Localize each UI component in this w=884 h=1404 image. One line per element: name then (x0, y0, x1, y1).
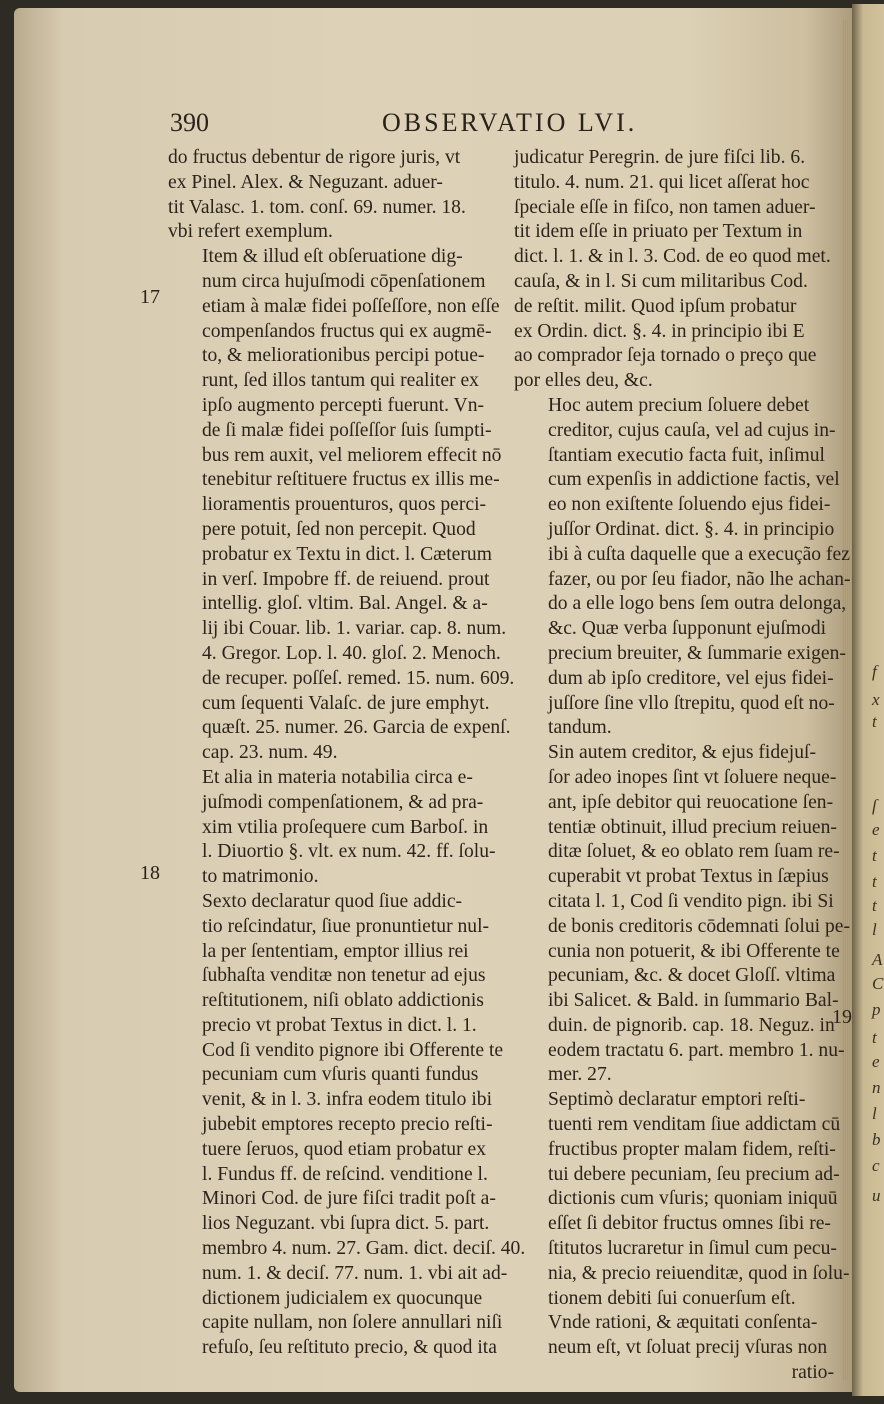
next-page-fragment: A (872, 950, 883, 969)
text-line: tenebitur reſtituere fructus ex illis me- (202, 469, 500, 491)
text-line: num circa hujuſmodi cōpenſationem (202, 270, 486, 292)
text-line: ſpeciale eſſe in fiſco, non tamen aduer- (514, 196, 816, 218)
text-line: ditæ ſoluet, & eo oblato rem ſuam re- (548, 841, 840, 863)
text-line: to, & meliorationibus percipi potue- (202, 345, 485, 367)
page-number: 390 (170, 108, 209, 137)
text-line: ſor adeo inopes ſint vt ſoluere neque- (548, 766, 837, 788)
next-page-fragment: C (872, 974, 884, 993)
text-line: de ſi malæ fidei poſſeſſor ſuis ſumpti- (202, 419, 492, 441)
text-line: ſubhaſta venditæ non tenetur ad ejus (202, 965, 486, 987)
margin-number: 18 (140, 862, 160, 884)
text-line: venit, & in l. 3. infra eodem titulo ibi (202, 1089, 493, 1111)
text-line: Minori Cod. de jure fiſci tradit poſt a- (202, 1188, 496, 1210)
text-line: precio vt probat Textus in dict. l. 1. (202, 1014, 477, 1036)
next-page-fragment: l (872, 1104, 877, 1123)
text-line: ibi Salicet. & Bald. in ſummario Bal- (548, 990, 839, 1012)
next-page-fragment: u (872, 1186, 881, 1205)
text-line: juſſor Ordinat. dict. §. 4. in principio (548, 518, 835, 540)
next-page-fragment: ſ (872, 796, 877, 815)
text-line: refuſo, ſeu reſtituto precio, & quod ita (202, 1337, 497, 1359)
text-line: neum eſt, vt ſoluat precij vſuras non (548, 1337, 828, 1359)
text-line: fructibus propter malam fidem, reſti- (548, 1138, 836, 1160)
text-line: bus rem auxit, vel meliorem effecit nō (202, 444, 502, 466)
text-line: dict. l. 1. & in l. 3. Cod. de eo quod met. (514, 246, 831, 268)
text-line: la per ſententiam, emptor illius rei (202, 940, 469, 962)
text-line: tio reſcindatur, ſiue pronuntietur nul- (202, 915, 490, 937)
next-page-fragment: b (872, 1130, 881, 1149)
text-line: Vnde rationi, & æquitati conſenta- (548, 1312, 818, 1334)
text-line: de bonis creditoris cōdemnati ſolui pe- (548, 915, 850, 937)
text-line: runt, ſed illos tantum qui realiter ex (202, 370, 479, 392)
next-page-fragment: p (872, 1000, 881, 1019)
next-page-fragment: t (872, 846, 877, 865)
running-header (0, 108, 884, 148)
margin-number: 19 (832, 1006, 852, 1028)
text-line: reſtitutionem, niſi oblato addictionis (202, 990, 484, 1012)
text-line: por elles deu, &c. (514, 370, 653, 392)
text-line: eo non exiſtente ſoluendo ejus fidei- (548, 494, 831, 516)
text-line: tuenti rem venditam ſiue addictam cū (548, 1114, 841, 1136)
text-line: dum ab ipſo creditore, vel ejus fidei- (548, 667, 834, 689)
catchword: ratio- (791, 1362, 834, 1384)
text-line: Item & illud eſt obſeruatione dig- (202, 246, 463, 268)
text-line: tionem debiti ſui conuerſum eſt. (548, 1287, 796, 1309)
paragraph (514, 1311, 840, 1361)
left-text-column (168, 146, 526, 1361)
text-line: juſmodi compenſationem, & ad pra- (202, 791, 484, 813)
text-line: ſtantiam executio facta fuit, inſimul (548, 444, 825, 466)
paragraph (514, 1088, 850, 1311)
text-line: Hoc autem precium ſoluere debet (548, 394, 810, 416)
text-line: pecuniam cum vſuris quanti fundus (202, 1064, 479, 1086)
text-line: &c. Quæ verba ſupponunt ejuſmodi (548, 618, 827, 640)
next-page-fragment: t (872, 872, 877, 891)
text-line: Septimò declaratur emptori reſti- (548, 1089, 806, 1111)
paragraph (168, 245, 515, 766)
text-line: precium breuiter, & ſummarie exigen- (548, 642, 846, 664)
next-page-fragment: e (872, 1052, 880, 1071)
text-line: ex Pinel. Alex. & Neguzant. aduer- (168, 171, 443, 193)
text-line: lij ibi Couar. lib. 1. variar. cap. 8. num. (202, 618, 507, 640)
text-line: creditor, cujus cauſa, vel ad cujus in- (548, 419, 836, 441)
next-page-fragment: n (872, 1078, 881, 1097)
text-line: de reſtit. milit. Quod ipſum probatur (514, 295, 797, 317)
text-line: num. 1. & deciſ. 77. num. 1. vbi ait ad- (202, 1262, 508, 1284)
text-line: judicatur Peregrin. de jure fiſci lib. 6. (514, 147, 806, 168)
next-page-fragment: e (872, 820, 880, 839)
paragraph (514, 146, 840, 394)
text-line: Sin autem creditor, & ejus fidejuſ- (548, 742, 817, 764)
text-line: eodem tractatu 6. part. membro 1. nu- (548, 1039, 845, 1061)
next-page-fragment: f (872, 662, 877, 681)
text-line: lios Neguzant. vbi ſupra dict. 5. part. (202, 1213, 490, 1235)
text-line: 4. Gregor. Lop. l. 40. gloſ. 2. Menoch. (202, 642, 501, 664)
text-line: duin. de pignorib. cap. 18. Neguz. in (548, 1014, 835, 1036)
text-line: tui debere pecuniam, ſeu precium ad- (548, 1163, 840, 1185)
text-line: intellig. gloſ. vltim. Bal. Angel. & a- (202, 593, 488, 615)
text-line: l. Fundus ff. de reſcind. venditione l. (202, 1163, 488, 1185)
text-line: ex Ordin. dict. §. 4. in principio ibi E (514, 320, 805, 342)
text-line: cum ſequenti Valaſc. de jure emphyt. (202, 692, 490, 714)
text-line: dictionem judicialem ex quocunque (202, 1287, 483, 1309)
text-line: juſſore ſine vllo ſtrepitu, quod eſt no- (548, 692, 835, 714)
text-line: do a elle logo bens ſem outra delonga, (548, 593, 847, 615)
text-line: compenſandos fructus qui ex augmē- (202, 320, 492, 342)
text-line: ſtitutos lucraretur in ſimul cum pecu- (548, 1238, 837, 1260)
text-line: nia, & precio reiuenditæ, quod in ſolu- (548, 1262, 850, 1284)
text-line: ao comprador ſeja tornado o preço que (514, 345, 817, 367)
paragraph (168, 890, 526, 1361)
text-line: ant, ipſe debitor qui reuocatione ſen- (548, 791, 834, 813)
text-line: do fructus debentur de rigore juris, vt (168, 147, 461, 168)
text-line: cauſa, & in l. Si cum militaribus Cod. (514, 270, 808, 292)
text-line: lioramentis prouenturos, quos perci- (202, 494, 487, 516)
text-line: to matrimonio. (202, 866, 319, 888)
next-page-fragment: t (872, 896, 877, 915)
text-line: tit idem eſſe in priuato per Textum in (514, 221, 803, 243)
text-line: vbi refert exemplum. (168, 221, 333, 243)
text-line: tit Valasc. 1. tom. conſ. 69. numer. 18. (168, 196, 466, 218)
next-page-fragment: t (872, 712, 877, 731)
text-line: Et alia in materia notabilia circa e- (202, 766, 473, 788)
text-line: citata l. 1, Cod ſi vendito pign. ibi Si (548, 890, 834, 912)
paragraph (514, 394, 851, 741)
paragraph (168, 766, 496, 890)
text-line: ipſo augmento percepti fuerunt. Vn- (202, 394, 485, 416)
text-line: eſſet ſi debitor fructus omnes ſibi re- (548, 1213, 831, 1235)
text-line: membro 4. num. 27. Gam. dict. deciſ. 40. (202, 1238, 526, 1260)
next-page-fragment: t (872, 1028, 877, 1047)
text-line: quæſt. 25. numer. 26. Garcia de expenſ. (202, 717, 511, 739)
next-page-fragment: l (872, 920, 877, 939)
text-line: cuperabit vt probat Textus in ſæpius (548, 866, 829, 888)
text-line: dictionis cum vſuris; quoniam iniquū (548, 1188, 838, 1210)
text-line: pecuniam, &c. & docet Gloſſ. vltima (548, 965, 836, 987)
running-title: OBSERVATIO LVI. (382, 108, 638, 137)
text-line: jubebit emptores recepto precio reſti- (202, 1114, 493, 1136)
text-line: probatur ex Textu in dict. l. Cæterum (202, 543, 492, 565)
text-line: etiam à malæ fidei poſſeſſore, non eſſe (202, 295, 500, 317)
next-page-fragment: c (872, 1156, 880, 1175)
text-line: mer. 27. (548, 1064, 612, 1086)
text-line: in verſ. Impobre ff. de reiuend. prout (202, 568, 490, 590)
next-page-fragment: x (872, 690, 880, 709)
text-line: xim vtilia proſequere cum Barboſ. in (202, 816, 489, 838)
margin-number: 17 (140, 286, 160, 308)
text-line: cum expenſis in addictione factis, vel (548, 469, 840, 491)
text-line: l. Diuortio §. vlt. ex num. 42. ff. ſolu- (202, 841, 496, 863)
text-line: tuere ſeruos, quod etiam probatur ex (202, 1138, 487, 1160)
paragraph (168, 146, 496, 245)
text-line: Sexto declaratur quod ſiue addic- (202, 890, 463, 912)
text-line: titulo. 4. num. 21. qui licet aſſerat hoc (514, 171, 810, 193)
text-line: capite nullam, non ſolere annullari niſi (202, 1312, 503, 1334)
text-line: tandum. (548, 717, 612, 739)
text-line: fazer, ou por ſeu fiador, não lhe achan- (548, 568, 851, 590)
text-line: pere potuit, ſed non percepit. Quod (202, 518, 476, 540)
text-line: cap. 23. num. 49. (202, 742, 338, 764)
text-line: de recuper. poſſeſ. remed. 15. num. 609. (202, 667, 515, 689)
text-line: Cod ſi vendito pignore ibi Offerente te (202, 1039, 504, 1061)
text-line: cunia non potuerit, & ibi Offerente te (548, 940, 840, 962)
text-line: ibi à cuſta daquelle que a execução fez (548, 543, 850, 565)
text-line: tentiæ obtinuit, illud precium reiuen- (548, 816, 837, 838)
